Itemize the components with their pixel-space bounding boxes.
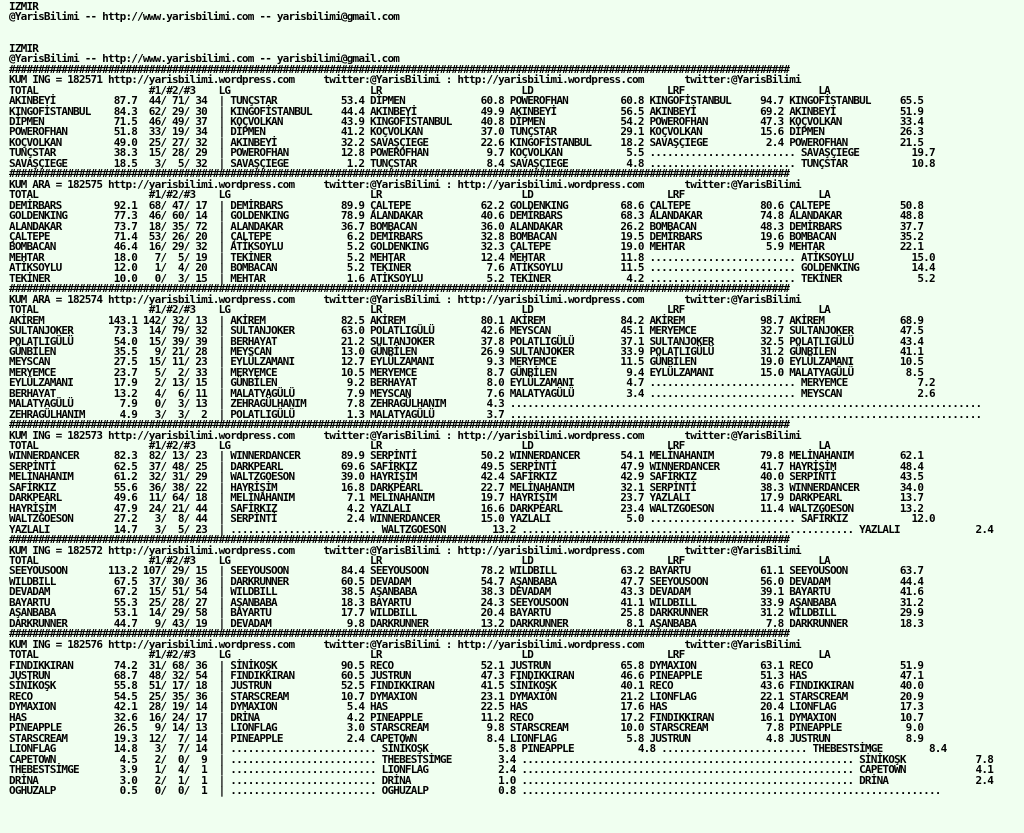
runner-row: RECO 54.5 25/ 35/ 36 | STARSCREAM 10.7 DYMAXION 23.1 DYMAXION 21.2 LIONFLAG 22.1 STARSCREAM 20.9 (9, 689, 924, 703)
runner-row: AKİREM 143.1 142/ 32/ 13 | AKİREM 82.5 AKİREM 80.1 AKİREM 84.2 AKİREM 98.7 AKİREM 68.9 (9, 313, 924, 327)
runner-row: KINGOFİSTANBUL 84.3 62/ 29/ 30 | KINGOFİSTANBUL 44.4 AKINBEYİ 49.9 AKINBEYİ 56.5 AKINBEYİ 69.2 AKINBEYİ 51.9 (9, 104, 924, 118)
runner-row: TUNÇSTAR 38.3 15/ 28/ 29 | POWEROFHAN 12.8 POWEROFHAN 9.7 KOÇVOLKAN 5.5 ......................... SAVAŞÇIEGE 19.7 (9, 146, 935, 160)
separator-line: ###################################################################################################################################### (9, 418, 790, 432)
runner-row: GOLDENKING 77.3 46/ 60/ 14 | GOLDENKING 78.9 ALANDAKAR 40.6 DEMİRBARS 68.3 ALANDAKAR 74.8 ALANDAKAR 48.8 (9, 209, 924, 223)
runner-row: HAS 32.6 16/ 24/ 17 | DRİNA 4.2 PINEAPPLE 11.2 RECO 17.2 FINDIKKIRAN 16.1 DYMAXION 10.7 (9, 710, 924, 724)
separator-line: ###################################################################################################################################### (9, 533, 790, 547)
runner-row: YAZLALI 14.7 3/ 5/ 23 | ......................... WALTZGOESON 13.2 ......................................................... YAZLALI 2.4 (9, 522, 994, 536)
runner-row: FINDIKKIRAN 74.2 31/ 68/ 36 | SİNİKOŞK 90.5 RECO 52.1 JUSTRUN 65.8 DYMAXION 63.1 RECO 51.9 (9, 658, 924, 672)
runner-row: AŞANBABA 53.1 14/ 29/ 58 | BAYARTU 17.7 WILDBILL 20.4 BAYARTU 25.8 DARKRUNNER 31.2 WILDBILL 29.9 (9, 606, 924, 620)
race-header-line: KUM ING = 182571 http://yarisbilimi.wordpress.com twitter:@YarisBilimi : http://yarisbilimi.wordpress.com twitter:@YarisBilimi (9, 73, 801, 87)
runner-row: SULTANJOKER 73.3 14/ 79/ 32 | SULTANJOKER 63.0 POLATLIGÜLÜ 42.6 MEYSCAN 45.1 MERYEMCE 32.7 SULTANJOKER 47.5 (9, 324, 924, 338)
runner-row: DARKRUNNER 44.7 9/ 43/ 19 | DEVADAM 9.8 DARKRUNNER 13.2 DARKRUNNER 8.1 AŞANBABA 7.8 DARKRUNNER 18.3 (9, 616, 924, 630)
column-header-line: TOTAL #1/#2/#3 LG LR LD LRF LA (9, 554, 830, 568)
runner-row: KOÇVOLKAN 49.0 25/ 27/ 32 | AKINBEYİ 32.2 SAVAŞÇIEGE 22.6 KINGOFİSTANBUL 18.2 SAVAŞÇIEGE 2.4 POWEROFHAN 21.5 (9, 135, 924, 149)
header-links: @YarisBilimi -- http://www.yarisbilimi.com -- yarisbilimi@gmail.com (9, 10, 400, 24)
header-links-2: @YarisBilimi -- http://www.yarisbilimi.com -- yarisbilimi@gmail.com (9, 52, 400, 66)
runner-row: BERHAYAT 13.2 4/ 6/ 11 | MALATYAGÜLÜ 7.9 MEYSCAN 7.6 MALATYAGÜLÜ 3.4 ......................... MEYSCAN 2.6 (9, 386, 935, 400)
separator-line: ###################################################################################################################################### (9, 282, 790, 296)
header-city-2: IZMIR (9, 41, 39, 55)
runner-row: DİPMEN 71.5 46/ 49/ 37 | KOÇVOLKAN 43.9 KINGOFİSTANBUL 40.8 DİPMEN 54.2 POWEROFHAN 47.3 KOÇVOLKAN 33.4 (9, 114, 924, 128)
runner-row: DEMİRBARS 92.1 68/ 47/ 17 | DEMİRBARS 89.9 ÇALTEPE 62.2 GOLDENKING 68.6 ÇALTEPE 80.6 ÇALTEPE 50.8 (9, 198, 924, 212)
runner-row: MEYSCAN 27.5 15/ 11/ 23 | EYLÜLZAMANI 12.7 EYLÜLZAMANI 9.3 MERYEMCE 11.5 GÜNBİLEN 19.0 EYLÜLZAMANI 10.5 (9, 355, 924, 369)
runner-row: THEBESTSİMGE 3.9 1/ 4/ 1 | ......................... LIONFLAG 2.4 ......................................................... CAPETOWN 4.1 (9, 763, 994, 777)
runner-row: BAYARTU 55.3 25/ 28/ 27 | AŞANBABA 18.3 BAYARTU 24.3 SEEYOUSOON 41.1 WILDBILL 33.9 AŞANBABA 31.2 (9, 595, 924, 609)
runner-row: SAVAŞÇIEGE 18.5 3/ 5/ 32 | SAVAŞÇIEGE 1.2 TUNÇSTAR 8.4 SAVAŞÇIEGE 4.8 ......................... TUNÇSTAR 10.8 (9, 156, 935, 170)
runner-row: ÇALTEPE 71.4 53/ 26/ 20 | ÇALTEPE 6.2 DEMİRBARS 32.8 BOMBACAN 19.5 DEMİRBARS 19.6 BOMBACAN 35.2 (9, 229, 924, 243)
race-report (9, 2, 993, 796)
runner-row: WILDBILL 67.5 37/ 30/ 36 | DARKRUNNER 60.5 DEVADAM 54.7 AŞANBABA 47.7 SEEYOUSOON 56.0 DEVADAM 44.4 (9, 574, 924, 588)
runner-row: GÜNBİLEN 35.5 9/ 21/ 28 | MEYSCAN 13.0 GÜNBİLEN 26.9 SULTANJOKER 33.9 POLATLIGÜLÜ 31.2 GÜNBİLEN 41.1 (9, 344, 924, 358)
runner-row: EYLÜLZAMANI 17.9 2/ 13/ 15 | GÜNBİLEN 9.2 BERHAYAT 8.0 EYLÜLZAMANI 4.7 ......................... MERYEMCE 7.2 (9, 376, 935, 390)
runner-row: SİNİKOŞK 55.8 51/ 17/ 18 | JUSTRUN 52.5 FINDIKKIRAN 41.5 SİNİKOŞK 40.1 RECO 43.6 FINDIKKIRAN 40.0 (9, 679, 924, 693)
runner-row: WALTZGOESON 27.2 3/ 8/ 44 | SERPİNTİ 2.4 WINNERDANCER 15.0 YAZLALI 5.0 ......................... SAFİRKIZ 12.0 (9, 512, 935, 526)
runner-row: DYMAXION 42.1 28/ 19/ 14 | DYMAXION 5.4 HAS 22.5 HAS 17.6 HAS 20.4 LIONFLAG 17.3 (9, 700, 924, 714)
runner-row: ZEHRAGÜLHANIM 4.9 3/ 3/ 2 | POLATLIGÜLÜ 1.3 MALATYAGÜLÜ 3.7 ................................................................................. (9, 407, 982, 421)
race-header-line: KUM ING = 182576 http://yarisbilimi.wordpress.com twitter:@YarisBilimi : http://yarisbilimi.wordpress.com twitter:@YarisBilimi (9, 637, 801, 651)
runner-row: ATİKSOYLU 12.0 1/ 4/ 20 | BOMBACAN 5.2 TEKİNER 7.6 ATİKSOYLU 11.5 ......................... GOLDENKING 14.4 (9, 261, 935, 275)
column-header-line: TOTAL #1/#2/#3 LG LR LD LRF LA (9, 303, 830, 317)
runner-row: MEHTAR 18.0 7/ 5/ 19 | TEKİNER 5.2 MEHTAR 12.4 MEHTAR 11.8 ......................... ATİKSOYLU 15.0 (9, 250, 935, 264)
race-header-line: KUM ARA = 182574 http://yarisbilimi.wordpress.com twitter:@YarisBilimi : http://yarisbilimi.wordpress.com twitter:@YarisBilimi (9, 292, 801, 306)
runner-row: PINEAPPLE 26.5 9/ 14/ 13 | LIONFLAG 3.0 STARSCREAM 9.8 STARSCREAM 10.0 STARSCREAM 7.8 PINEAPPLE 9.0 (9, 721, 924, 735)
runner-row: DEVADAM 67.2 15/ 51/ 54 | WILDBILL 38.5 AŞANBABA 38.3 DEVADAM 43.3 DEVADAM 39.1 BAYARTU 41.6 (9, 585, 924, 599)
runner-row: JUSTRUN 68.7 48/ 32/ 54 | FINDIKKIRAN 60.5 JUSTRUN 47.3 FINDIKKIRAN 46.6 PINEAPPLE 51.3 HAS 47.1 (9, 669, 924, 682)
runner-row: SEEYOUSOON 113.2 107/ 29/ 15 | SEEYOUSOON 84.4 SEEYOUSOON 78.2 WILDBILL 63.2 BAYARTU 61.1 SEEYOUSOON 63.7 (9, 564, 924, 578)
runner-row: HAYRİŞİM 47.9 24/ 21/ 44 | SAFİRKIZ 4.2 YAZLALI 16.6 DARKPEARL 23.4 WALTZGOESON 11.4 WALTZGOESON 13.2 (9, 501, 924, 515)
race-header-line: KUM ARA = 182575 http://yarisbilimi.wordpress.com twitter:@YarisBilimi : http://yarisbilimi.wordpress.com twitter:@YarisBilimi (9, 177, 801, 191)
header-city: IZMIR (9, 0, 39, 13)
runner-row: DARKPEARL 49.6 11/ 64/ 18 | MELİNAHANIM 7.1 MELİNAHANIM 19.7 HAYRİŞİM 23.7 YAZLALI 17.9 DARKPEARL 13.7 (9, 491, 924, 505)
separator-line: ###################################################################################################################################### (9, 167, 790, 181)
race-header-line: KUM ING = 182573 http://yarisbilimi.wordpress.com twitter:@YarisBilimi : http://yarisbilimi.wordpress.com twitter:@YarisBilimi (9, 428, 801, 442)
runner-row: SERPİNTİ 62.5 37/ 48/ 25 | DARKPEARL 69.6 SAFİRKIZ 49.5 SERPİNTİ 47.9 WINNERDANCER 41.7 HAYRİŞİM 48.4 (9, 459, 924, 473)
runner-row: MELİNAHANIM 61.2 32/ 31/ 29 | WALTZGOESON 39.0 HAYRİŞİM 42.4 SAFİRKIZ 42.9 SAFİRKIZ 40.0 SERPİNTİ 43.5 (9, 470, 924, 484)
runner-row: POLATLIGÜLÜ 54.0 15/ 39/ 39 | BERHAYAT 21.2 SULTANJOKER 37.8 POLATLIGÜLÜ 37.1 SULTANJOKER 32.5 POLATLIGÜLÜ 43.4 (9, 334, 924, 348)
race-header-line: KUM ING = 182572 http://yarisbilimi.wordpress.com twitter:@YarisBilimi : http://yarisbilimi.wordpress.com twitter:@YarisBilimi (9, 543, 801, 557)
runner-row: TEKİNER 10.0 0/ 3/ 15 | MEHTAR 1.6 ATİKSOYLU 5.2 TEKİNER 4.2 ......................... TEKİNER 5.2 (9, 271, 935, 285)
runner-row: BOMBACAN 46.4 16/ 29/ 32 | ATİKSOYLU 5.2 GOLDENKING 32.3 ÇALTEPE 19.0 MEHTAR 5.9 MEHTAR 22.1 (9, 240, 924, 254)
runner-row: LIONFLAG 14.8 3/ 7/ 14 | ......................... SİNİKOŞK 5.8 PINEAPPLE 4.8 ......................... THEBESTSİMGE 8.4 (9, 742, 947, 756)
separator-line: ###################################################################################################################################### (9, 627, 790, 641)
column-header-line: TOTAL #1/#2/#3 LG LR LD LRF LA (9, 648, 830, 662)
runner-row: ALANDAKAR 73.7 18/ 35/ 72 | ALANDAKAR 36.7 BOMBACAN 36.0 ALANDAKAR 26.2 BOMBACAN 48.3 DEMİRBARS 37.7 (9, 219, 924, 233)
runner-row: SAFİRKIZ 55.6 36/ 38/ 22 | HAYRİŞİM 16.8 DARKPEARL 22.7 MELİNAHANIM 32.1 SERPİNTİ 38.3 WINNERDANCER 34.0 (9, 480, 924, 494)
column-header-line: TOTAL #1/#2/#3 LG LR LD LRF LA (9, 188, 830, 202)
runner-row: MALATYAGÜLÜ 7.9 0/ 3/ 13 | ZEHRAGÜLHANIM 7.8 ZEHRAGÜLHANIM 4.3 ................................................................................. (9, 397, 982, 411)
runner-row: WINNERDANCER 82.3 82/ 13/ 23 | WINNERDANCER 89.9 SERPİNTİ 50.2 WINNERDANCER 54.1 MELİNAHANIM 79.8 MELİNAHANIM 62.1 (9, 449, 924, 463)
column-header-line: TOTAL #1/#2/#3 LG LR LD LRF LA (9, 439, 830, 453)
runner-row: MERYEMCE 23.7 5/ 2/ 33 | MERYEMCE 10.5 MERYEMCE 8.7 GÜNBİLEN 9.4 EYLÜLZAMANI 15.0 MALATYAGÜLÜ 8.5 (9, 365, 924, 379)
runner-row: STARSCREAM 19.3 12/ 7/ 14 | PINEAPPLE 2.4 CAPETOWN 8.4 LIONFLAG 5.8 JUSTRUN 4.8 JUSTRUN 8.9 (9, 731, 924, 745)
column-header-line: TOTAL #1/#2/#3 LG LR LD LRF LA (9, 83, 830, 97)
runner-row: OGHUZALP 0.5 0/ 0/ 1 | ......................... OGHUZALP 0.8 ........................................................................ (9, 783, 941, 797)
separator-line: ###################################################################################################################################### (9, 62, 790, 76)
runner-row: DRİNA 3.0 2/ 1/ 1 | ......................... DRİNA 1.0 ......................................................... DRİNA 2.4 (9, 773, 994, 787)
runner-row: AKINBEYİ 87.7 44/ 71/ 34 | TUNÇSTAR 53.4 DİPMEN 60.8 POWEROFHAN 60.8 KINGOFİSTANBUL 94.7 KINGOFİSTANBUL 65.5 (9, 94, 924, 108)
runner-row: CAPETOWN 4.5 2/ 0/ 9 | ......................... THEBESTSİMGE 3.4 ......................................................... SİNİKOŞK 7.8 (9, 752, 994, 766)
runner-row: POWEROFHAN 51.8 33/ 19/ 34 | DİPMEN 41.2 KOÇVOLKAN 37.0 TUNÇSTAR 29.1 KOÇVOLKAN 15.6 DİPMEN 26.3 (9, 125, 924, 139)
